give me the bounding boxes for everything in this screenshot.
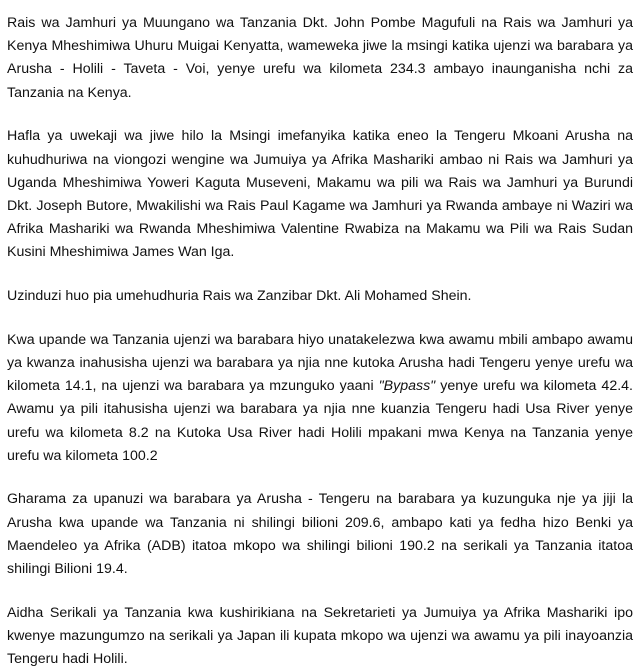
paragraph-zanzibar-president: Uzinduzi huo pia umehudhuria Rais wa Zanzibar Dkt. Ali Mohamed Shein. xyxy=(7,288,472,305)
paragraph-foundation-stone: Rais wa Jamhuri ya Muungano wa Tanzania Dkt. John Pombe Magufuli na Rais wa Jamhuri ya Kenya Mheshimiwa Uhuru Muigai Kenyatta, wameweka jiwe la msingi katika ujenzi wa barabara ya Arusha - Holili - Taveta - Voi, yenye urefu wa kilometa 234.3 ambayo inaunganisha nchi za Tanzania na Kenya. xyxy=(7,15,633,101)
paragraph-ceremony-attendees: Hafla ya uwekaji wa jiwe hilo la Msingi imefanyika katika eneo la Tengeru Mkoani Arusha na kuhudhuriwa na viongozi wengine wa Jumuiya ya Afrika Mashariki ambao ni Rais wa Jamhuri ya Uganda Mheshimiwa Yoweri Kaguta Museveni, Makamu wa pili wa Rais wa Jamhuri ya Burundi Dkt. Joseph Butore, Mwakilishi wa Rais Paul Kagame wa Jamhuri ya Rwanda ambaye ni Waziri wa Afrika Mashariki wa Rwanda Mheshimiwa Valentine Rwabiza na Makamu wa Pili wa Rais Sudan Kusini Mheshimiwa James Wan Iga. xyxy=(7,128,633,261)
phases-text-before: Kwa upande wa Tanzania ujenzi wa barabara hiyo unatakelezwa kwa awamu mbili ambapo awamu ya kwanza inahusisha ujenzi wa barabara ya njia nne kutoka Arusha hadi Tengeru yenye urefu wa kilometa 14.1, na ujenzi wa barabara ya mzunguko yaani xyxy=(7,331,633,395)
paragraph-project-costs: Gharama za upanuzi wa barabara ya Arusha - Tengeru na barabara ya kuzunguka nje ya jiji la Arusha kwa upande wa Tanzania ni shilingi bilioni 209.6, ambapo kati ya fedha hizo Benki ya Maendeleo ya Afrika (ADB) itatoa mkopo wa shilingi bilioni 190.2 na serikali ya Tanzania itatoa shilingi Bilioni 19.4. xyxy=(7,491,633,578)
paragraph-construction-phases xyxy=(7,329,633,468)
phases-text-after: yenye urefu wa kilometa 42.4. Awamu ya pili itahusisha ujenzi wa barabara ya njia nne kuanzia Tengeru hadi Usa River yenye urefu wa kilometa 8.2 na Kutoka Usa River hadi Holili mpakani mwa Kenya na Tanzania yenye urefu wa kilometa 100.2 xyxy=(7,378,633,464)
paragraph-japan-loan-talks: Aidha Serikali ya Tanzania kwa kushirikiana na Sekretarieti ya Jumuiya ya Afrika Mashariki ipo kwenye mazungumzo na serikali ya Japan ili kupata mkopo wa ujenzi wa awamu ya pili inayoanzia Tengeru hadi Holili. xyxy=(7,604,633,668)
bypass-term: "Bypass" xyxy=(378,378,436,395)
